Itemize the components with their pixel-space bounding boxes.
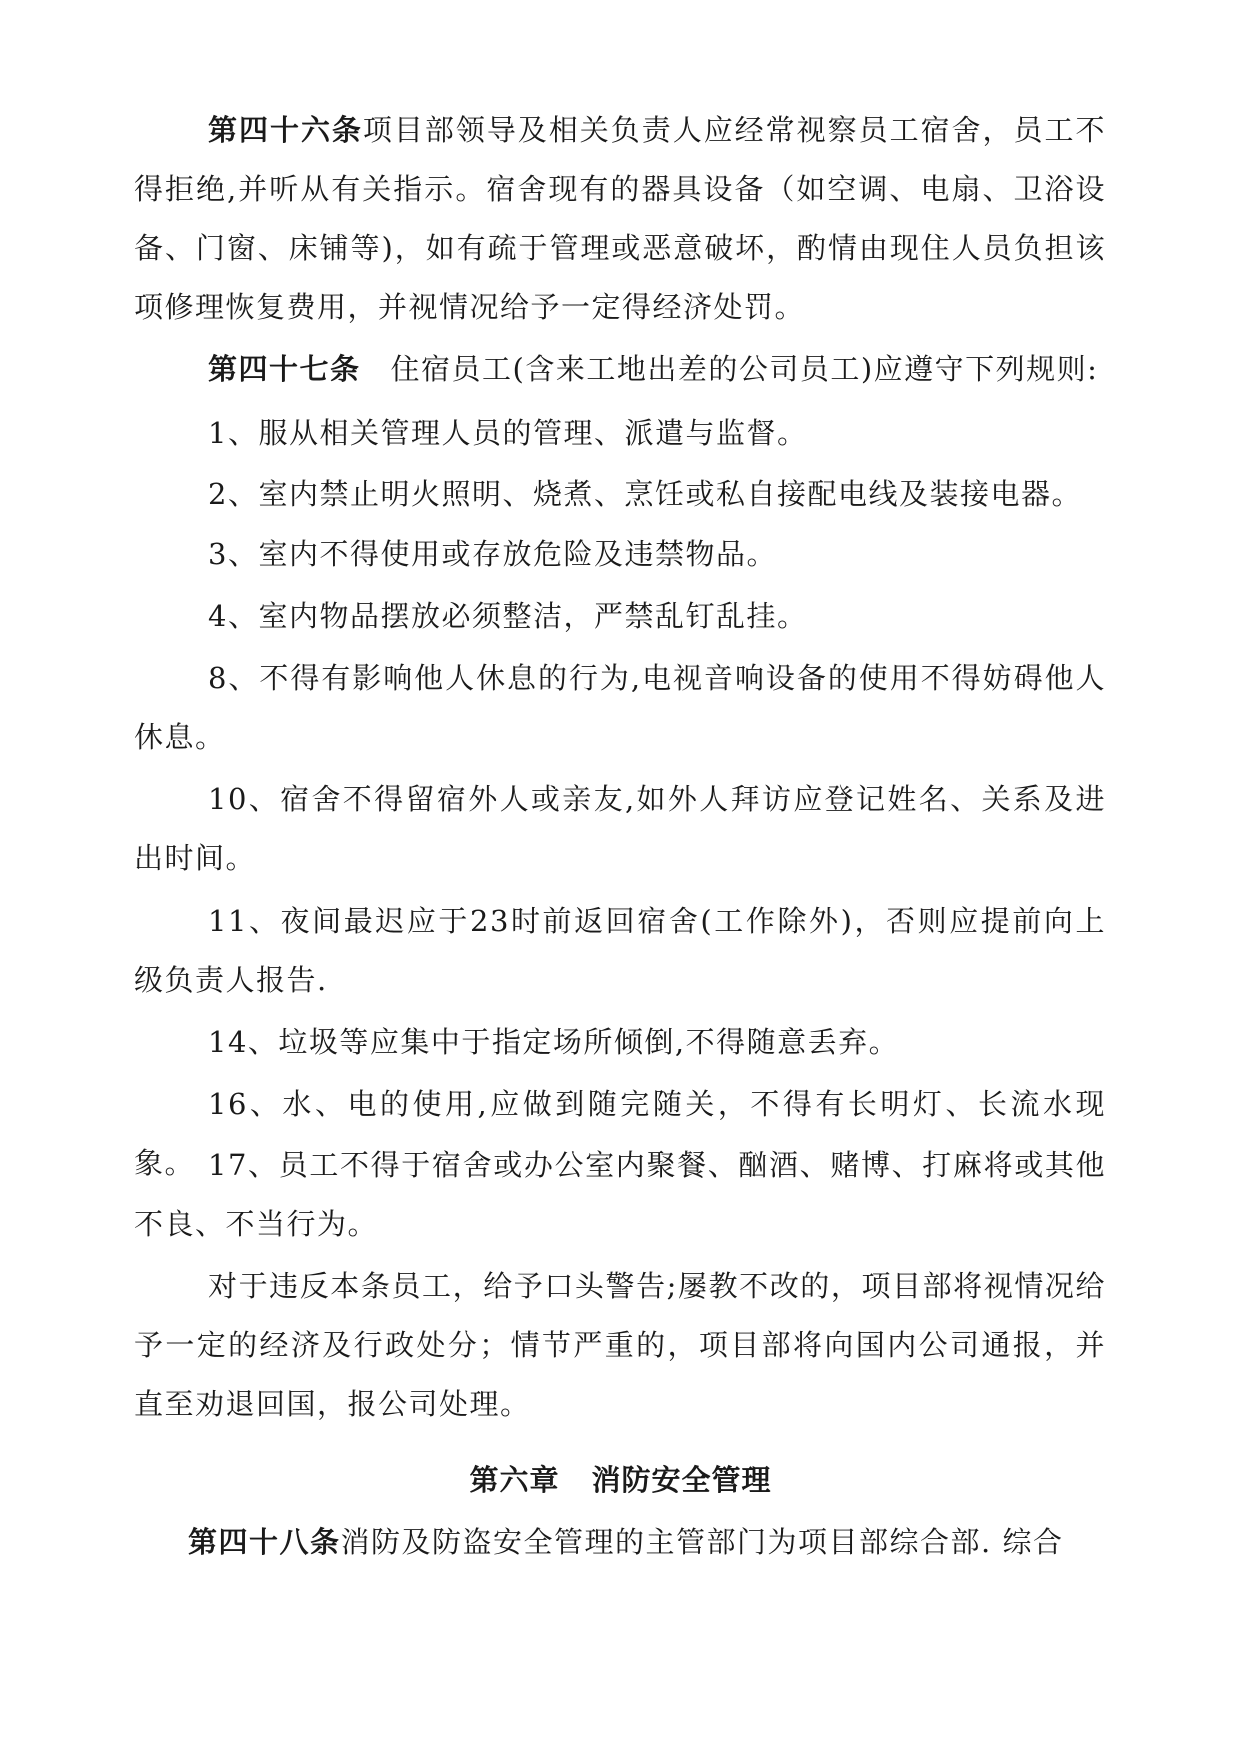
- article-47-intro-text: 住宿员工(含来工地出差的公司员工)应遵守下列规则:: [390, 352, 1099, 386]
- article-46-text: 项目部领导及相关负责人应经常视察员工宿舍，员工不得拒绝,并听从有关指示。宿舍现有的器具设备（如空调、电扇、卫浴设备、门窗、床铺等)，如有疏于管理或恶意破坏，酌情由现住人员负担该项修理恢复费用，并视情况给予一定得经济处罚。: [134, 113, 1106, 324]
- rule-item: 14、垃圾等应集中于指定场所倾倒,不得随意丢弃。: [208, 1025, 900, 1059]
- rule-item: 4、室内物品摆放必须整洁，严禁乱钉乱挂。: [208, 599, 808, 633]
- article-47-intro: [134, 340, 1106, 399]
- rule-item: 3、室内不得使用或存放危险及违禁物品。: [208, 537, 777, 571]
- rule-item: 8、不得有影响他人休息的行为,电视音响设备的使用不得妨碍他人休息。: [134, 661, 1106, 754]
- article-48-label: 第四十八条: [188, 1525, 341, 1559]
- chapter-title: 消防安全管理: [591, 1463, 772, 1497]
- rule-item: 1、服从相关管理人员的管理、派遣与监督。: [208, 416, 808, 450]
- rule-item: 16、水、电的使用,应做到随完随关，不得有长明灯、长流水现象。: [134, 1087, 1106, 1180]
- article-48-text: 消防及防盗安全管理的主管部门为项目部综合部. 综合: [340, 1525, 1064, 1559]
- penalty-paragraph: 对于违反本条员工，给予口头警告;屡教不改的，项目部将视情况给予一定的经济及行政处分；情节严重的，项目部将向国内公司通报，并直至劝退回国，报公司处理。: [134, 1269, 1106, 1421]
- article-46-label: 第四十六条: [208, 113, 363, 147]
- rule-item: 10、宿舍不得留宿外人或亲友,如外人拜访应登记姓名、关系及进出时间。: [134, 782, 1106, 875]
- chapter-number: 第六章: [469, 1463, 560, 1497]
- rule-item: 2、室内禁止明火照明、烧煮、烹饪或私自接配电线及装接电器。: [208, 477, 1082, 511]
- article-47-label: 第四十七条: [208, 352, 361, 386]
- rule-item: 11、夜间最迟应于23时前返回宿舍(工作除外)，否则应提前向上级负责人报告.: [134, 904, 1106, 997]
- chapter-heading: [0, 1451, 1241, 1510]
- article-46-paragraph: [134, 101, 1106, 337]
- rule-item: 17、员工不得于宿舍或办公室内聚餐、酗酒、赌博、打麻将或其他不良、不当行为。: [134, 1148, 1106, 1241]
- article-48-paragraph: [134, 1513, 1106, 1572]
